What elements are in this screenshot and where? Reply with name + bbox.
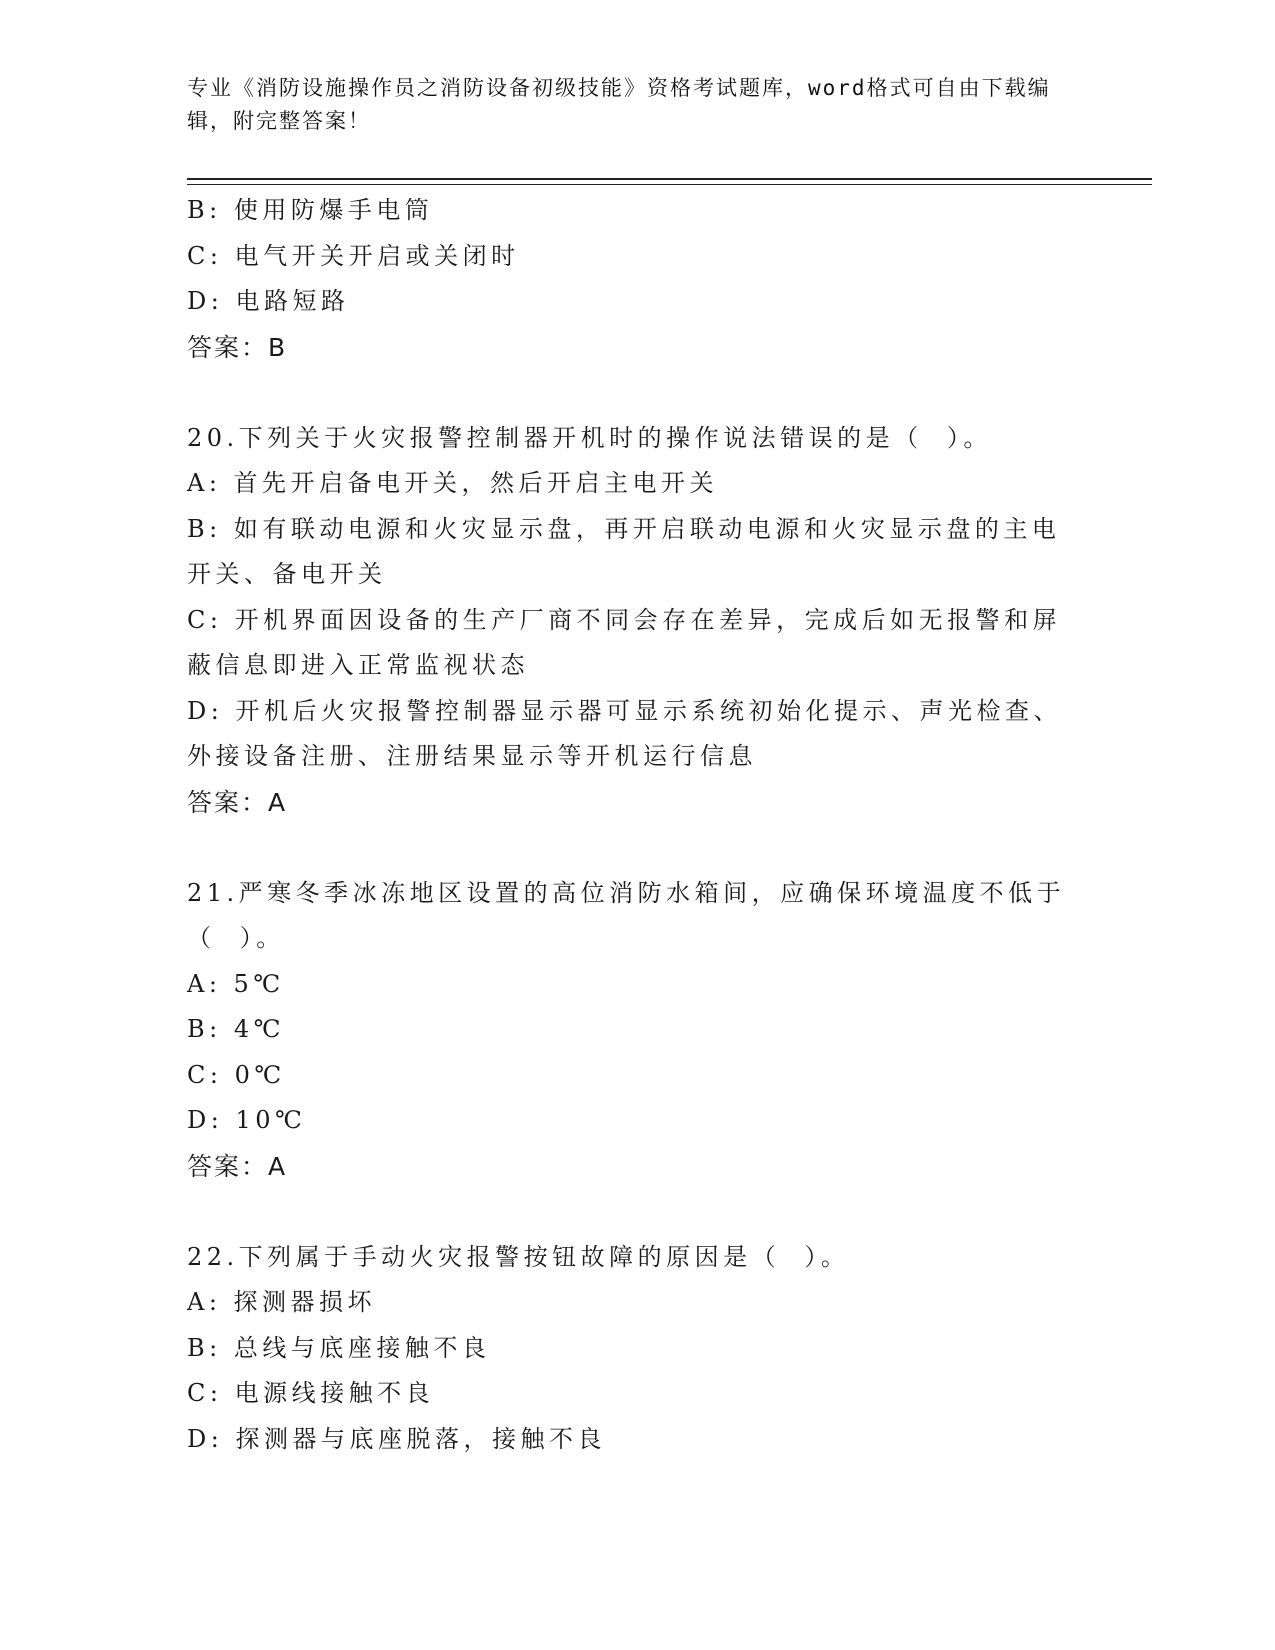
option-a: A: 探测器损坏: [187, 1288, 377, 1316]
option-c: C: 电源线接触不良: [187, 1379, 435, 1407]
question-stem: 22.下列属于手动火灾报警按钮故障的原因是（ ）。: [187, 1242, 850, 1271]
question-stem: 20.下列关于火灾报警控制器开机时的操作说法错误的是（ ）。: [187, 423, 992, 452]
document-header: 专业《消防设施操作员之消防设备初级技能》资格考试题库，word格式可自由下载编辑，附完整答案！: [187, 76, 1051, 133]
question-stem: 21.严寒冬季冰冻地区设置的高位消防水箱间，应确保环境温度不低于（ ）。: [187, 878, 1066, 952]
option-a: A: 5℃: [187, 969, 285, 998]
option-d: D: 开机后火灾报警控制器显示器可显示系统初始化提示、声光检查、外接设备注册、注册结果显示等开机运行信息: [187, 696, 1062, 770]
answer-line: 答案：A: [187, 787, 288, 817]
option-b: B: 总线与底座接触不良: [187, 1333, 491, 1362]
option-b: B: 使用防爆手电筒: [187, 196, 434, 224]
option-d: D: 10℃: [187, 1106, 307, 1134]
question-20: [187, 416, 1077, 826]
option-d: D: 电路短路: [187, 287, 350, 315]
option-c: C: 开机界面因设备的生产厂商不同会存在差异，完成后如无报警和屏蔽信息即进入正常监视状态: [187, 605, 1062, 679]
option-c: C: 0℃: [187, 1060, 286, 1089]
question-22: [187, 1235, 1077, 1463]
header-divider-thick: [187, 178, 1152, 180]
answer-line: 答案：A: [187, 1151, 288, 1181]
option-b: B: 如有联动电源和火灾显示盘，再开启联动电源和火灾显示盘的主电开关、备电开关: [187, 514, 1061, 588]
option-d: D: 探测器与底座脱落，接触不良: [187, 1424, 606, 1453]
option-a: A: 首先开启备电开关，然后开启主电开关: [187, 469, 719, 497]
option-b: B: 4℃: [187, 1015, 285, 1043]
prev-question-block: [187, 188, 1077, 370]
answer-line: 答案：B: [187, 332, 288, 362]
question-21: [187, 871, 1077, 1190]
option-c: C: 电气开关开启或关闭时: [187, 241, 520, 270]
header-divider-thin: [187, 184, 1152, 185]
question-content: [187, 188, 1077, 1462]
